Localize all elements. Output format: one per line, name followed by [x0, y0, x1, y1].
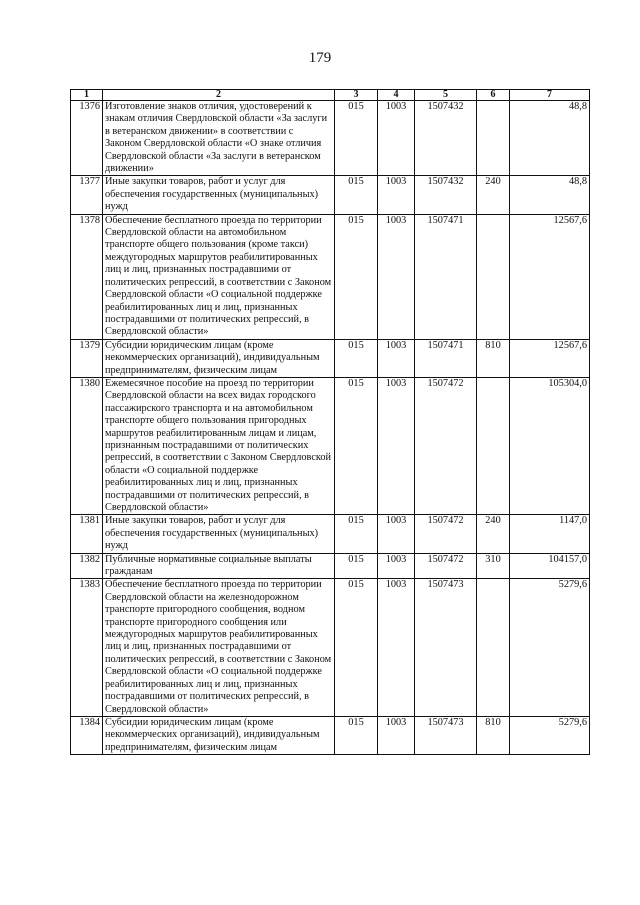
row-amount: 5279,6 — [510, 579, 590, 716]
row-code-article: 1507472 — [415, 377, 477, 514]
header-col-4: 4 — [378, 90, 415, 101]
header-row — [71, 90, 590, 101]
row-code-expense-type — [477, 377, 510, 514]
page-number: 179 — [308, 50, 332, 66]
row-code-ministry: 015 — [335, 716, 378, 754]
table-row — [71, 515, 590, 553]
row-code-article: 1507432 — [415, 101, 477, 176]
row-number: 1378 — [71, 214, 103, 339]
row-number: 1380 — [71, 377, 103, 514]
header-col-3: 3 — [335, 90, 378, 101]
row-code-section: 1003 — [378, 214, 415, 339]
row-amount: 1147,0 — [510, 515, 590, 553]
row-amount: 48,8 — [510, 101, 590, 176]
header-col-7: 7 — [510, 90, 590, 101]
row-code-section: 1003 — [378, 339, 415, 377]
row-amount: 104157,0 — [510, 553, 590, 579]
row-code-expense-type: 810 — [477, 339, 510, 377]
row-code-expense-type — [477, 214, 510, 339]
row-number: 1377 — [71, 176, 103, 214]
row-code-expense-type — [477, 579, 510, 716]
row-code-expense-type: 240 — [477, 515, 510, 553]
row-code-ministry: 015 — [335, 553, 378, 579]
row-code-article: 1507473 — [415, 579, 477, 716]
row-code-article: 1507472 — [415, 515, 477, 553]
row-name: Субсидии юридическим лицам (кроме некоммерческих организаций), индивидуальным предпринимателям, физическим лицам — [103, 716, 335, 754]
table-row — [71, 176, 590, 214]
row-number: 1381 — [71, 515, 103, 553]
header-col-5: 5 — [415, 90, 477, 101]
row-code-ministry: 015 — [335, 515, 378, 553]
row-code-section: 1003 — [378, 176, 415, 214]
header-col-2: 2 — [103, 90, 335, 101]
row-amount: 105304,0 — [510, 377, 590, 514]
row-code-section: 1003 — [378, 515, 415, 553]
header-col-6: 6 — [477, 90, 510, 101]
row-code-ministry: 015 — [335, 176, 378, 214]
row-code-ministry: 015 — [335, 101, 378, 176]
row-code-section: 1003 — [378, 579, 415, 716]
row-code-expense-type: 810 — [477, 716, 510, 754]
table-row — [71, 553, 590, 579]
row-code-article: 1507472 — [415, 553, 477, 579]
row-number: 1379 — [71, 339, 103, 377]
row-name: Изготовление знаков отличия, удостоверений к знакам отличия Свердловской области «За заслуги в ветеранском движении» в соответствии с Законом Свердловской области «О знаке отличия Свердловской области «За заслуги в ветеранском движении» — [103, 101, 335, 176]
row-number: 1384 — [71, 716, 103, 754]
row-name: Ежемесячное пособие на проезд по территории Свердловской области на всех видах городского пассажирского транспорта и на автомобильном транспорте общего пользования пригородных маршрутов реабилитированным лицам и лицам, признанным пострадавшими от политических репрессий, в соответствии с Законом Свердловской области «О социальной поддержке реабилитированных лиц и лиц, признанных пострадавшими от политических репрессий, в Свердловской области» — [103, 377, 335, 514]
table-row — [71, 377, 590, 514]
row-name: Иные закупки товаров, работ и услуг для обеспечения государственных (муниципальных) нужд — [103, 515, 335, 553]
row-amount: 5279,6 — [510, 716, 590, 754]
row-code-section: 1003 — [378, 377, 415, 514]
table-row — [71, 716, 590, 754]
row-number: 1383 — [71, 579, 103, 716]
row-code-ministry: 015 — [335, 579, 378, 716]
table-row — [71, 214, 590, 339]
table-row — [71, 101, 590, 176]
header-col-1: 1 — [71, 90, 103, 101]
row-name: Обеспечение бесплатного проезда по территории Свердловской области на железнодорожном транспорте пригородного сообщения, водном транспорте пригородного сообщения или междугородных маршрутов реабилитированных лиц и лиц, признанных пострадавшими от политических репрессий, в соответствии с Законом Свердловской области «О социальной поддержке реабилитированных лиц и лиц, признанных пострадавшими от политических репрессий, в Свердловской области» — [103, 579, 335, 716]
row-name: Публичные нормативные социальные выплаты гражданам — [103, 553, 335, 579]
row-code-ministry: 015 — [335, 214, 378, 339]
row-number: 1376 — [71, 101, 103, 176]
row-code-article: 1507473 — [415, 716, 477, 754]
row-code-section: 1003 — [378, 101, 415, 176]
row-number: 1382 — [71, 553, 103, 579]
budget-table — [70, 89, 590, 755]
row-name: Субсидии юридическим лицам (кроме некоммерческих организаций), индивидуальным предпринимателям, физическим лицам — [103, 339, 335, 377]
row-code-expense-type: 310 — [477, 553, 510, 579]
row-code-section: 1003 — [378, 716, 415, 754]
table-row — [71, 339, 590, 377]
row-code-article: 1507471 — [415, 214, 477, 339]
row-amount: 12567,6 — [510, 339, 590, 377]
row-code-article: 1507471 — [415, 339, 477, 377]
row-code-section: 1003 — [378, 553, 415, 579]
row-code-article: 1507432 — [415, 176, 477, 214]
row-name: Иные закупки товаров, работ и услуг для обеспечения государственных (муниципальных) нужд — [103, 176, 335, 214]
table-row — [71, 579, 590, 716]
row-code-ministry: 015 — [335, 339, 378, 377]
row-code-ministry: 015 — [335, 377, 378, 514]
row-name: Обеспечение бесплатного проезда по территории Свердловской области на автомобильном транспорте общего пользования (кроме такси) междугородных маршрутов реабилитированных лиц и лиц, признанных пострадавшими от политических репрессий, в соответствии с Законом Свердловской области «О социальной поддержке реабилитированных лиц и лиц, признанных пострадавшими от политических репрессий, в Свердловской области» — [103, 214, 335, 339]
row-code-expense-type — [477, 101, 510, 176]
row-amount: 12567,6 — [510, 214, 590, 339]
row-code-expense-type: 240 — [477, 176, 510, 214]
row-amount: 48,8 — [510, 176, 590, 214]
